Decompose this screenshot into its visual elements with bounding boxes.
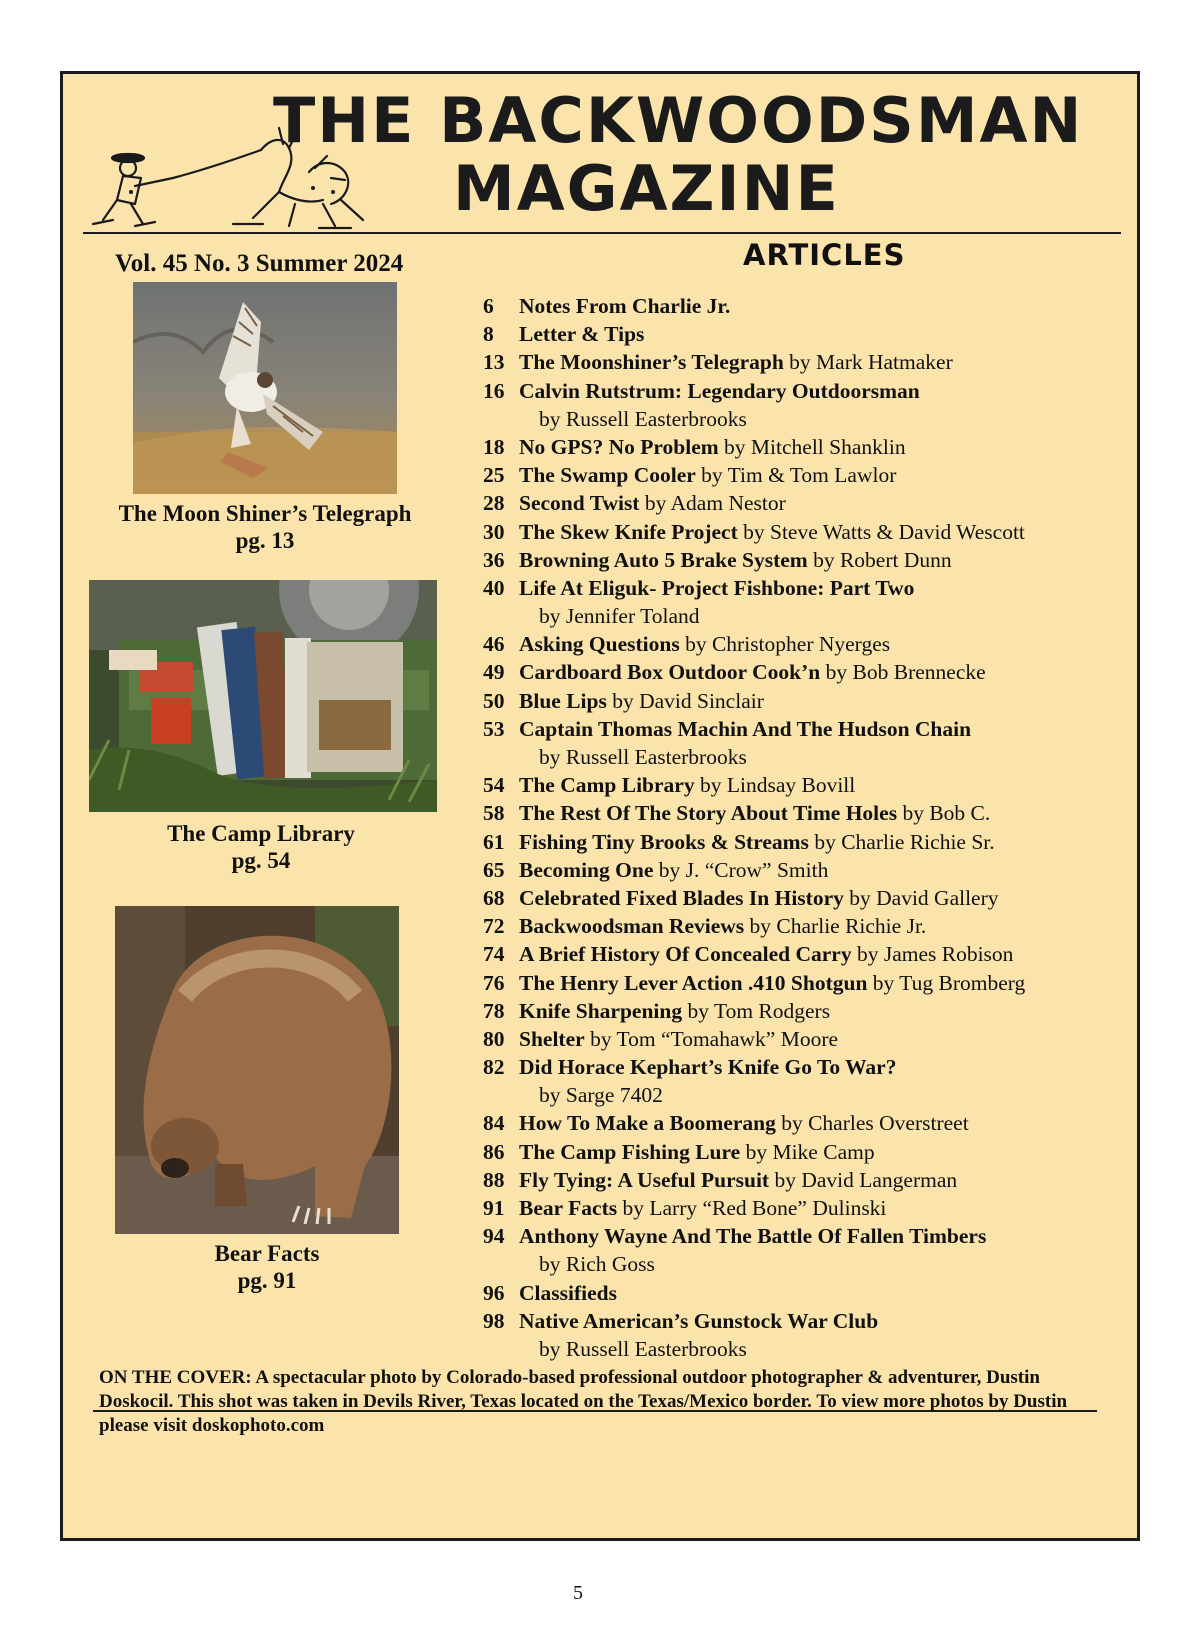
toc-page-number: 36 bbox=[483, 547, 505, 572]
toc-page-number: 72 bbox=[483, 914, 505, 939]
toc-title: The Rest Of The Story About Time Holes bbox=[519, 801, 898, 826]
toc-title: Fly Tying: A Useful Pursuit bbox=[519, 1167, 770, 1192]
toc-author: by James Robison bbox=[856, 942, 1014, 967]
toc-author: by David Langerman bbox=[774, 1167, 958, 1192]
feature-page: pg. 91 bbox=[237, 1268, 297, 1293]
toc-entry bbox=[483, 743, 1123, 771]
toc-author: by Charlie Richie Sr. bbox=[814, 829, 995, 854]
toc-entry bbox=[483, 433, 1123, 461]
feature-title: The Camp Library bbox=[167, 821, 355, 846]
toc-title: Calvin Rutstrum: Legendary Outdoorsman bbox=[519, 378, 920, 403]
toc-entry bbox=[483, 348, 1123, 376]
toc-title: Anthony Wayne And The Battle Of Fallen Timbers bbox=[519, 1224, 987, 1249]
cover-note: ON THE COVER: A spectacular photo by Colorado-based professional outdoor photographer & adventurer, Dustin Doskocil. This shot was taken in Devils River, Texas located on the Texas/Mexico border. To view more photos by Dustin please visit doskophoto.com bbox=[99, 1367, 1068, 1436]
toc-author: by Tug Bromberg bbox=[872, 970, 1026, 995]
toc-entry bbox=[483, 320, 1123, 348]
toc-title: Asking Questions bbox=[519, 632, 680, 657]
books-photo bbox=[89, 580, 437, 812]
toc-title: Knife Sharpening bbox=[519, 998, 683, 1023]
toc-author: by Robert Dunn bbox=[813, 547, 952, 572]
toc-entry bbox=[483, 405, 1123, 433]
toc-entry bbox=[483, 602, 1123, 630]
toc-author: by Bob Brennecke bbox=[825, 660, 986, 685]
toc-title: Browning Auto 5 Brake System bbox=[519, 547, 808, 572]
toc-title: Backwoodsman Reviews bbox=[519, 914, 745, 939]
toc-page-number: 30 bbox=[483, 519, 505, 544]
toc-entry bbox=[483, 1138, 1123, 1166]
toc-entry bbox=[483, 1222, 1123, 1250]
toc-entry bbox=[483, 997, 1123, 1025]
toc-title: Bear Facts bbox=[519, 1196, 618, 1220]
toc-entry bbox=[483, 1081, 1123, 1109]
hawk-photo bbox=[133, 282, 397, 494]
toc-page-number: 76 bbox=[483, 970, 505, 995]
feature-page: pg. 54 bbox=[231, 848, 291, 873]
toc-author: by Charlie Richie Jr. bbox=[749, 914, 927, 939]
toc-author: by Russell Easterbrooks bbox=[539, 1336, 747, 1361]
toc-title: Captain Thomas Machin And The Hudson Chain bbox=[519, 716, 972, 741]
feature-caption bbox=[95, 500, 435, 554]
toc-page-number: 50 bbox=[483, 688, 505, 713]
toc-entry bbox=[483, 630, 1123, 658]
feature-title: The Moon Shiner’s Telegraph bbox=[118, 501, 412, 526]
toc-title: Becoming One bbox=[519, 857, 654, 882]
toc-author: by Mike Camp bbox=[745, 1139, 875, 1164]
toc-page-number: 49 bbox=[483, 660, 505, 685]
toc-entry bbox=[483, 799, 1123, 827]
toc-title: Fishing Tiny Brooks & Streams bbox=[519, 829, 809, 854]
toc-title: The Henry Lever Action .410 Shotgun bbox=[519, 970, 868, 995]
toc-entry bbox=[483, 940, 1123, 968]
toc-author: by Tom “Tomahawk” Moore bbox=[590, 1026, 839, 1051]
toc-page-number: 68 bbox=[483, 885, 505, 910]
toc-entry bbox=[483, 687, 1123, 715]
toc-title: No GPS? No Problem bbox=[519, 434, 719, 459]
toc-author: by Tom Rodgers bbox=[687, 998, 831, 1023]
toc-page-number: 91 bbox=[483, 1196, 505, 1220]
toc-author: by David Sinclair bbox=[612, 688, 764, 713]
toc-title: Classifieds bbox=[519, 1280, 617, 1305]
toc-entry bbox=[483, 377, 1123, 405]
toc-title: The Swamp Cooler bbox=[519, 463, 696, 488]
toc-page-number: 86 bbox=[483, 1139, 505, 1164]
toc-page-number: 8 bbox=[483, 322, 494, 347]
toc-author: by Sarge 7402 bbox=[539, 1083, 663, 1108]
toc-author: by Adam Nestor bbox=[644, 491, 786, 516]
toc-author: by Steve Watts & David Wescott bbox=[743, 519, 1025, 544]
toc-entry bbox=[483, 658, 1123, 686]
toc-entry bbox=[483, 461, 1123, 489]
toc-entry bbox=[483, 1166, 1123, 1194]
toc-author: by Larry “Red Bone” Dulinski bbox=[622, 1196, 887, 1220]
toc-page-number: 80 bbox=[483, 1026, 505, 1051]
toc-page-number: 98 bbox=[483, 1308, 505, 1333]
toc-entry bbox=[483, 1109, 1123, 1137]
toc-title: Shelter bbox=[519, 1026, 585, 1051]
toc-title: Notes From Charlie Jr. bbox=[519, 294, 731, 318]
toc-page-number: 94 bbox=[483, 1224, 505, 1249]
toc-entry bbox=[483, 1025, 1123, 1053]
toc-entry bbox=[483, 546, 1123, 574]
toc-page-number: 84 bbox=[483, 1111, 505, 1136]
toc-author: by Tim & Tom Lawlor bbox=[701, 463, 897, 488]
feature-title: Bear Facts bbox=[214, 1241, 320, 1266]
toc-title: Native American’s Gunstock War Club bbox=[519, 1308, 879, 1333]
toc-page-number: 96 bbox=[483, 1280, 505, 1305]
toc-author: by Russell Easterbrooks bbox=[539, 406, 747, 431]
articles-list bbox=[483, 292, 1123, 1363]
toc-title: How To Make a Boomerang bbox=[519, 1111, 776, 1136]
toc-author: by Jennifer Toland bbox=[539, 604, 700, 629]
toc-author: by Bob C. bbox=[902, 801, 991, 826]
toc-entry bbox=[483, 884, 1123, 912]
toc-page-number: 40 bbox=[483, 575, 505, 600]
toc-title: A Brief History Of Concealed Carry bbox=[519, 942, 852, 967]
toc-entry bbox=[483, 1250, 1123, 1278]
bear-photo bbox=[115, 906, 399, 1234]
toc-page-number: 16 bbox=[483, 378, 505, 403]
masthead-title-line1: THE BACKWOODSMAN bbox=[273, 84, 1084, 157]
toc-entry bbox=[483, 856, 1123, 884]
feature-caption bbox=[97, 1240, 437, 1294]
toc-author: by Rich Goss bbox=[539, 1252, 655, 1277]
toc-entry bbox=[483, 912, 1123, 940]
toc-entry bbox=[483, 715, 1123, 743]
toc-page-number: 28 bbox=[483, 491, 505, 516]
toc-page-number: 74 bbox=[483, 942, 505, 967]
toc-page-number: 46 bbox=[483, 632, 505, 657]
toc-author: by Charles Overstreet bbox=[781, 1111, 969, 1136]
toc-page-number: 6 bbox=[483, 294, 494, 318]
toc-page-number: 53 bbox=[483, 716, 505, 741]
toc-entry bbox=[483, 1194, 1123, 1222]
page-frame bbox=[60, 71, 1140, 1541]
toc-title: Did Horace Kephart’s Knife Go To War? bbox=[519, 1055, 897, 1080]
toc-entry bbox=[483, 489, 1123, 517]
toc-entry bbox=[483, 574, 1123, 602]
toc-entry bbox=[483, 969, 1123, 997]
toc-title: The Camp Fishing Lure bbox=[519, 1139, 741, 1164]
toc-title: Cardboard Box Outdoor Cook’n bbox=[519, 660, 821, 685]
masthead-divider bbox=[83, 232, 1121, 234]
feature-caption bbox=[91, 820, 431, 874]
toc-page-number: 13 bbox=[483, 350, 505, 375]
toc-title: The Skew Knife Project bbox=[519, 519, 738, 544]
toc-entry bbox=[483, 1307, 1123, 1335]
issue-line: Vol. 45 No. 3 Summer 2024 bbox=[115, 250, 404, 277]
toc-page-number: 65 bbox=[483, 857, 505, 882]
toc-page-number: 82 bbox=[483, 1055, 505, 1080]
toc-author: by David Gallery bbox=[849, 885, 999, 910]
toc-author: by Mark Hatmaker bbox=[789, 350, 953, 375]
toc-entry bbox=[483, 1335, 1123, 1363]
toc-title: Blue Lips bbox=[519, 688, 607, 713]
masthead bbox=[63, 74, 1137, 234]
toc-page-number: 88 bbox=[483, 1167, 505, 1192]
toc-title: Life At Eliguk- Project Fishbone: Part Two bbox=[519, 575, 915, 600]
toc-page-number: 54 bbox=[483, 773, 505, 798]
toc-entry bbox=[483, 518, 1123, 546]
toc-author: by Russell Easterbrooks bbox=[539, 745, 747, 769]
toc-page-number: 61 bbox=[483, 829, 505, 854]
masthead-title-line2: MAGAZINE bbox=[453, 152, 840, 225]
toc-author: by Mitchell Shanklin bbox=[724, 434, 906, 459]
toc-author: by Lindsay Bovill bbox=[699, 773, 856, 798]
toc-author: by J. “Crow” Smith bbox=[658, 857, 829, 882]
toc-title: The Moonshiner’s Telegraph bbox=[519, 350, 784, 375]
toc-author: by Christopher Nyerges bbox=[685, 632, 891, 657]
toc-entry bbox=[483, 1053, 1123, 1081]
toc-title: Celebrated Fixed Blades In History bbox=[519, 885, 844, 910]
toc-entry bbox=[483, 1279, 1123, 1307]
toc-page-number: 25 bbox=[483, 463, 505, 488]
toc-title: Second Twist bbox=[519, 491, 640, 516]
toc-entry bbox=[483, 292, 1123, 320]
toc-entry bbox=[483, 771, 1123, 799]
toc-page-number: 18 bbox=[483, 434, 505, 459]
toc-entry bbox=[483, 828, 1123, 856]
toc-title: The Camp Library bbox=[519, 773, 695, 798]
feature-page: pg. 13 bbox=[235, 528, 295, 553]
toc-page-number: 58 bbox=[483, 801, 505, 826]
toc-page-number: 78 bbox=[483, 998, 505, 1023]
toc-title: Letter & Tips bbox=[519, 322, 645, 347]
articles-heading: ARTICLES bbox=[743, 238, 906, 272]
page-number: 5 bbox=[573, 1582, 583, 1604]
